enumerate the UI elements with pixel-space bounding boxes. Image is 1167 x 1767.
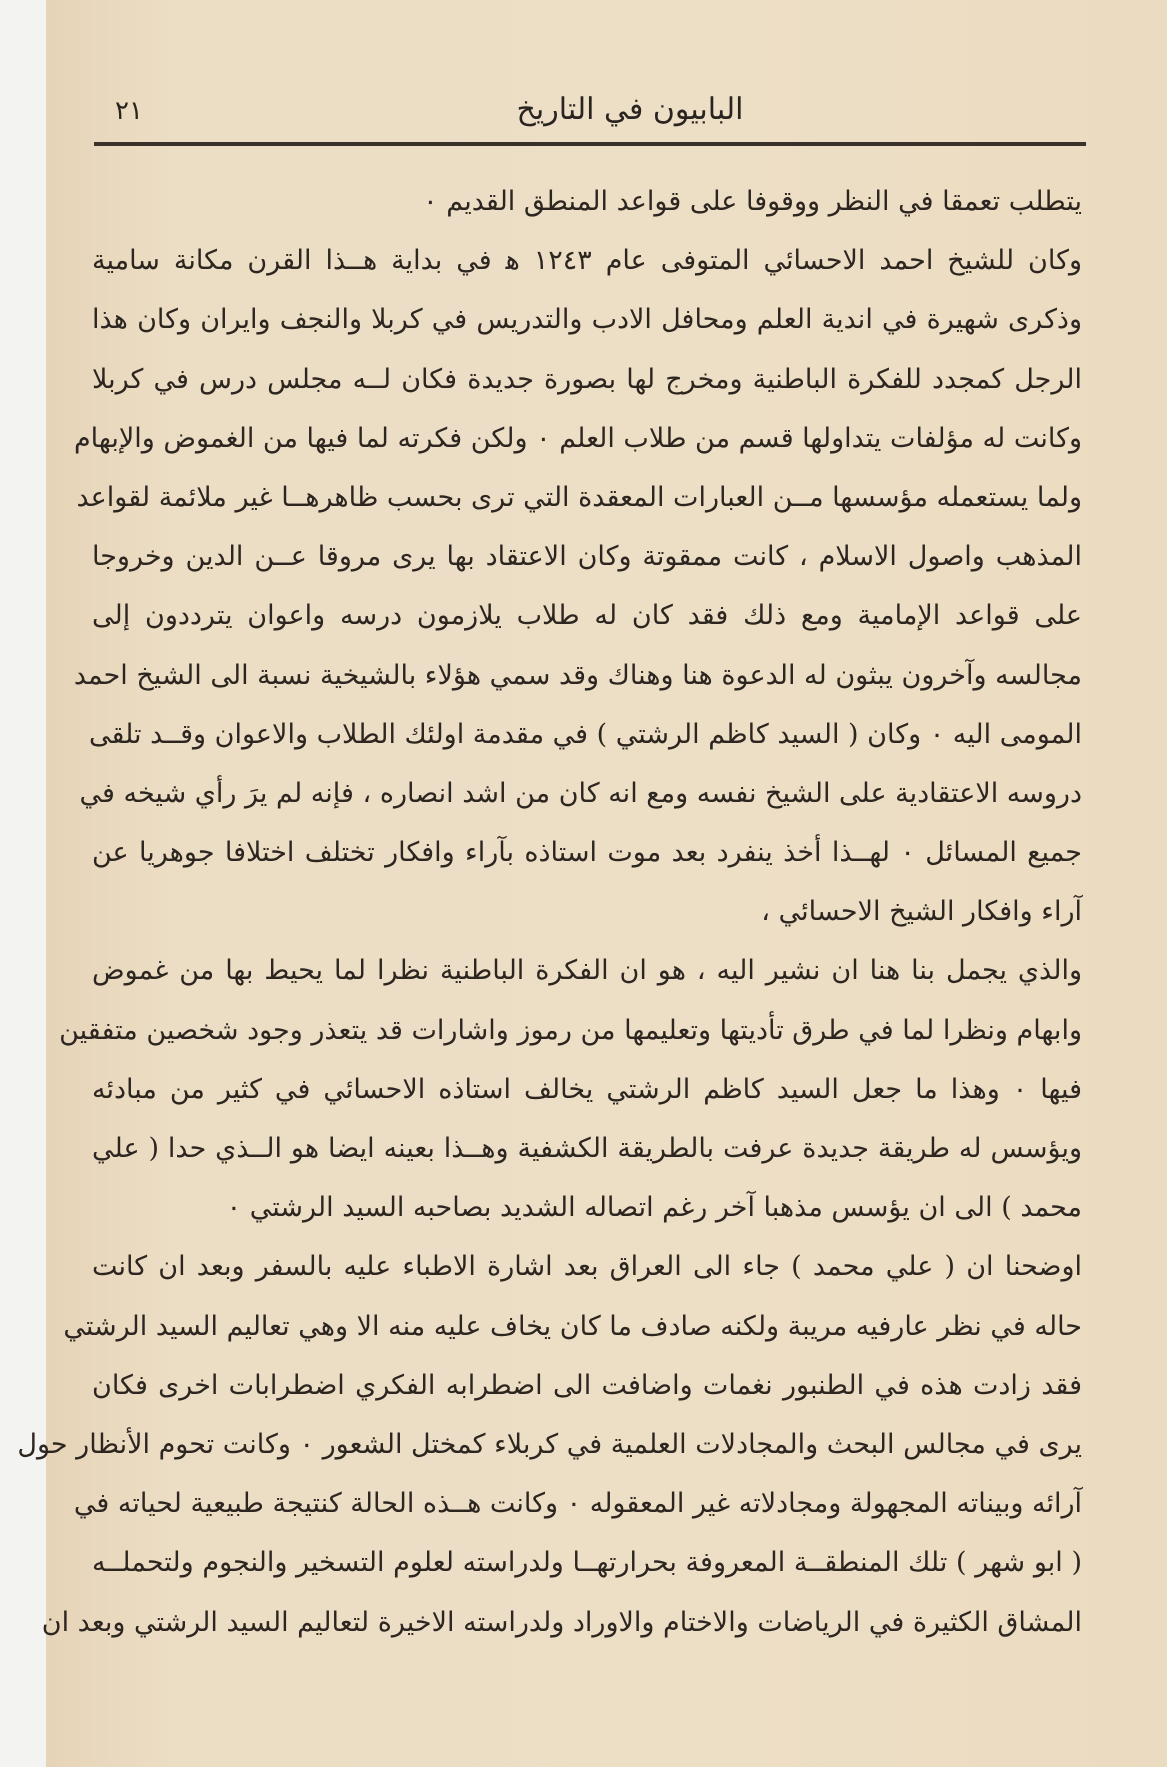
page-header: [90, 92, 1080, 140]
text-line: وابهام ونظرا لما في طرق تأديتها وتعليمها من رموز واشارات قد يتعذر وجود شخصين متفقين: [59, 1014, 1082, 1046]
text-line: فقد زادت هذه في الطنبور نغمات واضافت الى اضطرابه الفكري اضطرابات اخرى فكان: [92, 1369, 1082, 1401]
text-line: المومى اليه ٠ وكان ( السيد كاظم الرشتي ) في مقدمة اولئك الطلاب والاعوان وقــد تلقى: [88, 718, 1082, 750]
text-line: على قواعد الإمامية ومع ذلك فقد كان له طلاب يلازمون درسه واعوان يترددون إلى: [92, 600, 1082, 632]
text-line: مجالسه وآخرون يبثون له الدعوة هنا وهناك وقد سمي هؤلاء بالشيخية نسبة الى الشيخ احمد: [73, 659, 1082, 691]
text-line: الرجل كمجدد للفكرة الباطنية ومخرج لها بصورة جديدة فكان لــه مجلس درس في كربلا: [92, 363, 1082, 395]
page-number: ٢١: [115, 96, 143, 126]
running-title: البابيون في التاريخ: [516, 92, 744, 127]
text-line: وذكرى شهيرة في اندية العلم ومحافل الادب والتدريس في كربلا والنجف وايران وكان هذا: [92, 304, 1082, 336]
text-line: ويؤسس له طريقة جديدة عرفت بالطريقة الكشفية وهــذا بعينه ايضا هو الــذي حدا ( علي: [92, 1133, 1082, 1164]
text-line: والذي يجمل بنا هنا ان نشير اليه ، هو ان الفكرة الباطنية نظرا لما يحيط بها من غموض: [92, 955, 1082, 987]
text-line: يتطلب تعمقا في النظر ووقوفا على قواعد المنطق القديم ٠: [423, 186, 1082, 217]
text-line: وكان للشيخ احمد الاحسائي المتوفى عام ١٢٤٣ ﻫ في بداية هــذا القرن مكانة سامية: [92, 245, 1082, 277]
body-text: [17, 172, 1082, 1652]
text-line: المذهب واصول الاسلام ، كانت ممقوتة وكان الاعتقاد بها يرى مروقا عــن الدين وخروجا: [92, 541, 1082, 573]
text-line: دروسه الاعتقادية على الشيخ نفسه ومع انه كان من اشد انصاره ، فإنه لم يرَ رأي شيخه في: [79, 777, 1082, 809]
text-line: حاله في نظر عارفيه مريبة ولكنه صادف ما كان يخاف عليه منه الا وهي تعاليم السيد الرشتي: [63, 1310, 1082, 1342]
header-rule: [94, 142, 1086, 146]
text-line: فيها ٠ وهذا ما جعل السيد كاظم الرشتي يخالف استاذه الاحسائي في كثير من مبادئه: [92, 1073, 1082, 1105]
text-line: آرائه وبيناته المجهولة ومجادلاته غير المعقوله ٠ وكانت هــذه الحالة كنتيجة طبيعية لحياته في: [73, 1488, 1082, 1520]
text-line: وكانت له مؤلفات يتداولها قسم من طلاب العلم ٠ ولكن فكرته لما فيها من الغموض والإبهام: [73, 422, 1082, 454]
text-line: ( ابو شهر ) تلك المنطقــة المعروفة بحرارتهــا ولدراسته لعلوم التسخير والنجوم ولتحملــه: [92, 1547, 1082, 1579]
text-line: جميع المسائل ٠ لهــذا أخذ ينفرد بعد موت استاذه بآراء وافكار تختلف اختلافا جوهريا عن: [92, 837, 1082, 869]
text-line: يرى في مجالس البحث والمجادلات العلمية في كربلاء كمختل الشعور ٠ وكانت تحوم الأنظار حول: [17, 1428, 1082, 1460]
text-line: المشاق الكثيرة في الرياضات والاختام والاوراد ولدراسته الاخيرة لتعاليم السيد الرشتي وبعد ان: [41, 1606, 1082, 1638]
text-line: آراء وافكار الشيخ الاحسائي ،: [761, 896, 1082, 928]
text-line: ولما يستعمله مؤسسها مــن العبارات المعقدة التي ترى بحسب ظاهرهــا غير ملائمة لقواعد: [76, 481, 1082, 513]
text-line: اوضحنا ان ( علي محمد ) جاء الى العراق بعد اشارة الاطباء عليه بالسفر وبعد ان كانت: [92, 1251, 1082, 1283]
text-line: محمد ) الى ان يؤسس مذهبا آخر رغم اتصاله الشديد بصاحبه السيد الرشتي ٠: [226, 1192, 1082, 1224]
